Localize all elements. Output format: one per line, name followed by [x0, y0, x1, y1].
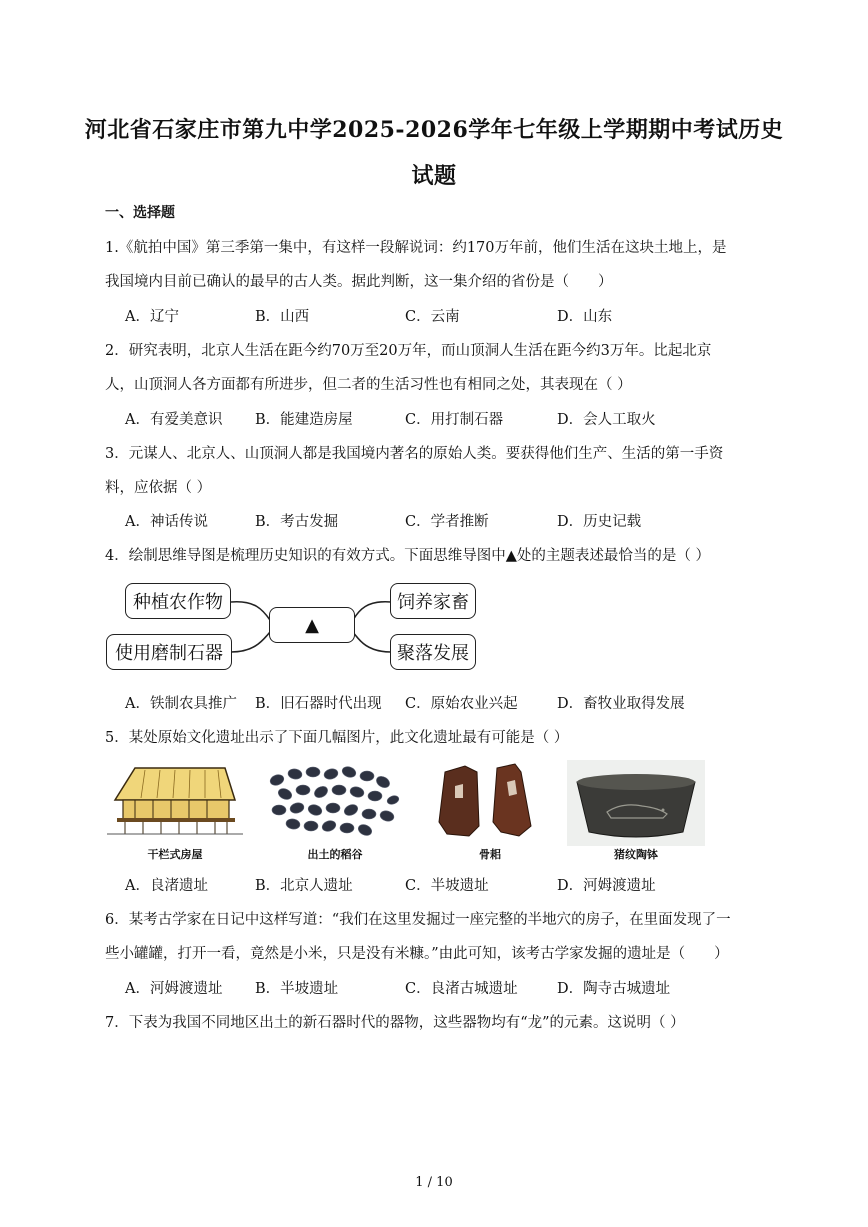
question-6-option-b: B．半坡遗址	[255, 981, 339, 997]
question-2-option-b: B．能建造房屋	[255, 412, 353, 428]
question-1-line-1: 1.《航拍中国》第三季第一集中，有这样一段解说词：约170万年前，他们生活在这块土地上，是	[105, 240, 727, 256]
question-6-line-2: 些小罐罐，打开一看，竟然是小米，只是没有米糠。”由此可知，该考古学家发掘的遗址是（ ）	[105, 946, 729, 962]
mind-map	[105, 580, 485, 672]
question-3-option-a: A．神话传说	[125, 514, 208, 530]
question-3-option-b: B．考古发掘	[255, 514, 339, 530]
question-5-line-1: 5．某处原始文化遗址出示了下面几幅图片，此文化遗址最有可能是（ ）	[105, 730, 569, 746]
image-caption-bone-spade: 骨耜	[479, 848, 501, 861]
image-caption-rice: 出土的稻谷	[307, 848, 363, 861]
question-2-line-2: 人，山顶洞人各方面都有所进步，但二者的生活习性也有相同之处，其表现在（ ）	[105, 377, 632, 393]
question-2-option-d: D．会人工取火	[557, 412, 656, 428]
question-1-option-a: A．辽宁	[125, 309, 179, 325]
question-4-option-b: B．旧石器时代出现	[255, 696, 382, 712]
mind-map-center-node: ▲	[269, 607, 355, 643]
mind-map-node-left-bottom: 使用磨制石器	[106, 634, 232, 670]
question-1-line-2: 我国境内目前已确认的最早的古人类。据此判断，这一集介绍的省份是（ ）	[105, 274, 613, 290]
image-caption-pottery: 猪纹陶钵	[614, 848, 658, 861]
question-4-line-1: 4．绘制思维导图是梳理历史知识的有效方式。下面思维导图中▲处的主题表述最恰当的是（ ）	[105, 548, 710, 564]
question-6-option-d: D．陶寺古城遗址	[557, 981, 671, 997]
mind-map-node-right-top: 饲养家畜	[390, 583, 476, 619]
question-6-line-1: 6．某考古学家在日记中这样写道：“我们在这里发掘过一座完整的半地穴的房子，在里面发现了一	[105, 912, 731, 928]
page-number: 1 / 10	[415, 1175, 453, 1190]
question-1-option-c: C．云南	[405, 309, 460, 325]
question-2-option-a: A．有爱美意识	[125, 412, 223, 428]
question-6-option-a: A．河姆渡遗址	[125, 981, 223, 997]
image-caption-stilt-house: 干栏式房屋	[147, 848, 203, 861]
question-3-option-c: C．学者推断	[405, 514, 489, 530]
mind-map-node-left-top: 种植农作物	[125, 583, 231, 619]
section-heading: 一、选择题	[105, 205, 175, 221]
question-3-option-d: D．历史记载	[557, 514, 642, 530]
bone-spade-icon	[435, 762, 545, 842]
pig-pottery-bowl-icon	[567, 760, 705, 846]
question-1-option-d: D．山东	[557, 309, 613, 325]
question-3-line-2: 料，应依据（ ）	[105, 480, 212, 496]
mind-map-node-right-bottom: 聚落发展	[390, 634, 476, 670]
question-3-line-1: 3．元谋人、北京人、山顶洞人都是我国境内著名的原始人类。要获得他们生产、生活的第一手资	[105, 446, 724, 462]
question-7-line-1: 7．下表为我国不同地区出土的新石器时代的器物，这些器物均有“龙”的元素。这说明（ ）	[105, 1015, 685, 1031]
artifact-images	[105, 760, 705, 860]
question-5-option-d: D．河姆渡遗址	[557, 878, 656, 894]
document-title-line-2: 试题	[411, 163, 457, 189]
question-5-option-b: B．北京人遗址	[255, 878, 353, 894]
question-1-option-b: B．山西	[255, 309, 310, 325]
question-4-option-d: D．畜牧业取得发展	[557, 696, 685, 712]
document-title-line-1: 河北省石家庄市第九中学2025-2026学年七年级上学期期中考试历史	[84, 117, 784, 143]
question-4-option-a: A．铁制农具推广	[125, 696, 237, 712]
stilt-house-icon	[105, 762, 245, 842]
question-5-option-c: C．半坡遗址	[405, 878, 489, 894]
question-2-line-1: 2．研究表明，北京人生活在距今约70万至20万年，而山顶洞人生活在距今约3万年。比起北京	[105, 343, 712, 359]
question-4-option-c: C．原始农业兴起	[405, 696, 518, 712]
question-2-option-c: C．用打制石器	[405, 412, 504, 428]
rice-grains-icon	[265, 762, 405, 842]
question-5-option-a: A．良渚遗址	[125, 878, 208, 894]
question-6-option-c: C．良渚古城遗址	[405, 981, 518, 997]
